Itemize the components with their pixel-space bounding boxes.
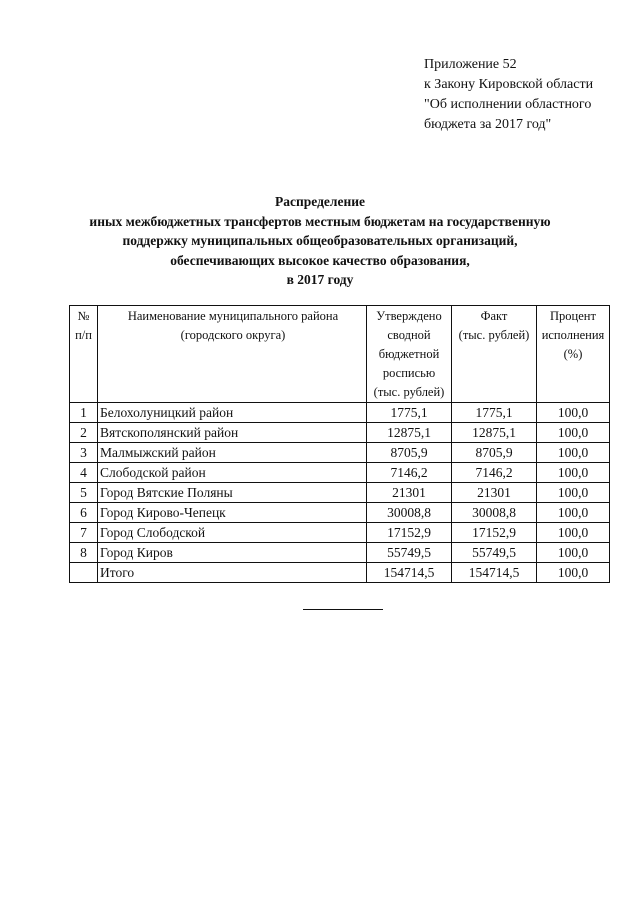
title-line: поддержку муниципальных общеобразовательных организаций, — [122, 233, 518, 248]
cell-num: 2 — [70, 423, 98, 443]
cell-percent: 100,0 — [537, 423, 610, 443]
table-row — [70, 423, 610, 443]
table-row — [70, 463, 610, 483]
cell-fact: 8705,9 — [452, 443, 537, 463]
header-percent: Процент исполнения (%) — [537, 306, 610, 403]
cell-name: Малмыжский район — [98, 443, 367, 463]
cell-approved: 8705,9 — [367, 443, 452, 463]
table-header-row — [70, 306, 610, 403]
cell-name: Слободской район — [98, 463, 367, 483]
title-line: Распределение — [274, 194, 366, 209]
cell-fact: 17152,9 — [452, 523, 537, 543]
appendix-line: Приложение 52 — [424, 57, 517, 72]
appendix-block — [424, 55, 593, 135]
cell-num: 3 — [70, 443, 98, 463]
cell-percent: 100,0 — [537, 443, 610, 463]
table-row — [70, 543, 610, 563]
table-row — [70, 443, 610, 463]
header-name: Наименование муниципального района (городского округа) — [98, 306, 367, 403]
cell-num: 1 — [70, 403, 98, 423]
cell-approved: 7146,2 — [367, 463, 452, 483]
table-total-row — [70, 563, 610, 583]
document-title — [0, 192, 640, 290]
cell-approved: 55749,5 — [367, 543, 452, 563]
cell-approved: 21301 — [367, 483, 452, 503]
cell-fact: 55749,5 — [452, 543, 537, 563]
distribution-table — [69, 305, 610, 583]
header-num: № п/п — [70, 306, 98, 403]
cell-name: Город Кирово-Чепецк — [98, 503, 367, 523]
cell-fact: 21301 — [452, 483, 537, 503]
cell-approved: 154714,5 — [367, 563, 452, 583]
table-row — [70, 503, 610, 523]
cell-percent: 100,0 — [537, 543, 610, 563]
cell-fact: 12875,1 — [452, 423, 537, 443]
cell-percent: 100,0 — [537, 463, 610, 483]
cell-num: 8 — [70, 543, 98, 563]
cell-fact: 30008,8 — [452, 503, 537, 523]
cell-fact: 7146,2 — [452, 463, 537, 483]
cell-num: 6 — [70, 503, 98, 523]
cell-name: Вятскополянский район — [98, 423, 367, 443]
cell-approved: 12875,1 — [367, 423, 452, 443]
cell-percent: 100,0 — [537, 523, 610, 543]
cell-fact: 1775,1 — [452, 403, 537, 423]
cell-name: Итого — [98, 563, 367, 583]
header-fact: Факт (тыс. рублей) — [452, 306, 537, 403]
cell-fact: 154714,5 — [452, 563, 537, 583]
cell-percent: 100,0 — [537, 403, 610, 423]
table-row — [70, 523, 610, 543]
cell-name: Город Киров — [98, 543, 367, 563]
title-line: в 2017 году — [286, 272, 354, 287]
cell-percent: 100,0 — [537, 503, 610, 523]
appendix-line: "Об исполнении областного — [424, 97, 592, 112]
cell-name: Белохолуницкий район — [98, 403, 367, 423]
cell-percent: 100,0 — [537, 483, 610, 503]
table-row — [70, 403, 610, 423]
appendix-line: бюджета за 2017 год" — [424, 117, 552, 132]
cell-name: Город Вятские Поляны — [98, 483, 367, 503]
cell-approved: 1775,1 — [367, 403, 452, 423]
appendix-line: к Закону Кировской области — [424, 77, 594, 92]
cell-percent: 100,0 — [537, 563, 610, 583]
table-row — [70, 483, 610, 503]
cell-num — [70, 563, 98, 583]
cell-num: 5 — [70, 483, 98, 503]
cell-approved: 17152,9 — [367, 523, 452, 543]
cell-name: Город Слободской — [98, 523, 367, 543]
cell-num: 4 — [70, 463, 98, 483]
cell-num: 7 — [70, 523, 98, 543]
footer-divider — [303, 609, 383, 610]
cell-approved: 30008,8 — [367, 503, 452, 523]
header-approved: Утверждено сводной бюджетной росписью (тыс. рублей) — [367, 306, 452, 403]
title-line: обеспечивающих высокое качество образования, — [170, 252, 470, 268]
title-line: иных межбюджетных трансфертов местным бюджетам на государственную — [89, 213, 551, 229]
